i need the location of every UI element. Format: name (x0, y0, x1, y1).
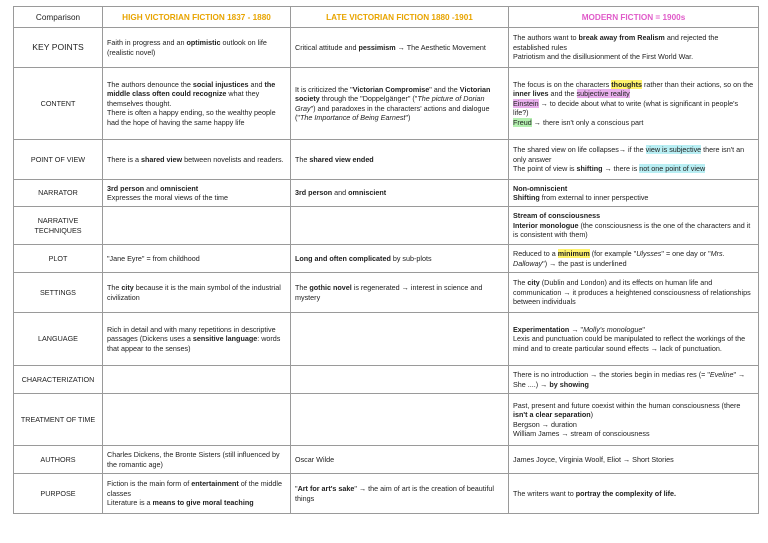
table-row (14, 313, 759, 366)
row-label-narrative-techniques: NARRATIVE TECHNIQUES (14, 207, 103, 245)
cell-lv-key-points: Critical attitude and pessimism → The Aesthetic Movement (291, 28, 509, 68)
cell-mf-key-points: The authors want to break away from Realism and rejected the established rules Patriotism and the disillusionment of the First World War. (509, 28, 759, 68)
row-label-treatment-of-time: TREATMENT OF TIME (14, 394, 103, 446)
table-row (14, 140, 759, 180)
row-label-authors: AUTHORS (14, 446, 103, 474)
cell-mf-authors: James Joyce, Virginia Woolf, Eliot → Short Stories (509, 446, 759, 474)
table-row (14, 366, 759, 394)
header-row (14, 7, 759, 28)
table-row (14, 446, 759, 474)
cell-mf-characterization: There is no introduction → the stories begin in medias res (= "Eveline" → She ....) → by showing (509, 366, 759, 394)
cell-hv-characterization (103, 366, 291, 394)
cell-hv-key-points: Faith in progress and an optimistic outlook on life (realistic novel) (103, 28, 291, 68)
cell-mf-point-of-view: The shared view on life collapses→ if the view is subjective there isn't an only answer The point of view is shifting → there is not one point of view (509, 140, 759, 180)
table-row (14, 474, 759, 514)
cell-hv-language: Rich in detail and with many repetitions in descriptive passages (Dickens uses a sensitive language: words that appear to the senses) (103, 313, 291, 366)
cell-mf-narrative-techniques: Stream of consciousness Interior monologue (the consciousness is the one of the characters and it is consistent with them) (509, 207, 759, 245)
row-label-point-of-view: POINT OF VIEW (14, 140, 103, 180)
comparison-table (13, 6, 759, 514)
cell-lv-narrative-techniques (291, 207, 509, 245)
row-label-language: LANGUAGE (14, 313, 103, 366)
cell-lv-content: It is criticized the "Victorian Compromise" and the Victorian society through the "Doppelgänger" ("The picture of Dorian Gray") and paradoxes in the characters' actions and dialogue ("The Importance of Being Earnest") (291, 68, 509, 140)
table-row (14, 68, 759, 140)
table-row (14, 207, 759, 245)
cell-mf-narrator: Non-omniscient Shifting from external to inner perspective (509, 180, 759, 207)
cell-lv-characterization (291, 366, 509, 394)
row-label-purpose: PURPOSE (14, 474, 103, 514)
table-row (14, 273, 759, 313)
cell-mf-content: The focus is on the characters thoughts rather than their actions, so on the inner lives and the subjective reality Einstein → to decide about what to write (what is significant in people's life?) Freud → there isn't only a conscious part (509, 68, 759, 140)
cell-hv-narrator: 3rd person and omniscient Expresses the moral views of the time (103, 180, 291, 207)
cell-mf-purpose: The writers want to portray the complexity of life. (509, 474, 759, 514)
cell-lv-treatment-of-time (291, 394, 509, 446)
cell-hv-authors: Charles Dickens, the Bronte Sisters (still influenced by the romantic age) (103, 446, 291, 474)
cell-hv-point-of-view: There is a shared view between novelists and readers. (103, 140, 291, 180)
cell-lv-purpose: "Art for art's sake" → the aim of art is the creation of beautiful things (291, 474, 509, 514)
cell-lv-language (291, 313, 509, 366)
cell-hv-narrative-techniques (103, 207, 291, 245)
cell-lv-point-of-view: The shared view ended (291, 140, 509, 180)
cell-hv-plot: "Jane Eyre" = from childhood (103, 245, 291, 273)
cell-mf-treatment-of-time: Past, present and future coexist within the human consciousness (there isn't a clear separation) Bergson → duration William James → stream of consciousness (509, 394, 759, 446)
row-label-narrator: NARRATOR (14, 180, 103, 207)
cell-hv-purpose: Fiction is the main form of entertainment of the middle classes Literature is a means to give moral teaching (103, 474, 291, 514)
row-label-characterization: CHARACTERIZATION (14, 366, 103, 394)
table-row (14, 28, 759, 68)
header-high-victorian: HIGH VICTORIAN FICTION 1837 - 1880 (103, 7, 291, 28)
cell-mf-settings: The city (Dublin and London) and its effects on human life and communication → it produces a heightened consciousness of relationships between individuals (509, 273, 759, 313)
row-label-settings: SETTINGS (14, 273, 103, 313)
table-row (14, 180, 759, 207)
header-modern-fiction: MODERN FICTION = 1900s (509, 7, 759, 28)
cell-mf-plot: Reduced to a minimum (for example "Ulysses" = one day or "Mrs. Dalloway") → the past is underlined (509, 245, 759, 273)
cell-hv-content: The authors denounce the social injustices and the middle class often could recognize what they themselves thought. There is often a happy ending, so the wealthy people had the hope of having the same happy life (103, 68, 291, 140)
cell-lv-settings: The gothic novel is regenerated → interest in science and mystery (291, 273, 509, 313)
cell-lv-authors: Oscar Wilde (291, 446, 509, 474)
table-row (14, 394, 759, 446)
table-row (14, 245, 759, 273)
header-comparison: Comparison (14, 7, 103, 28)
cell-mf-language: Experimentation → "Molly's monologue" Lexis and punctuation could be manipulated to reflect the workings of the mind and to create particular sound effects → lack of punctuation. (509, 313, 759, 366)
cell-hv-settings: The city because it is the main symbol of the industrial civilization (103, 273, 291, 313)
row-label-key-points: KEY POINTS (14, 28, 103, 68)
cell-hv-treatment-of-time (103, 394, 291, 446)
cell-lv-narrator: 3rd person and omniscient (291, 180, 509, 207)
row-label-content: CONTENT (14, 68, 103, 140)
header-late-victorian: LATE VICTORIAN FICTION 1880 -1901 (291, 7, 509, 28)
cell-lv-plot: Long and often complicated by sub-plots (291, 245, 509, 273)
row-label-plot: PLOT (14, 245, 103, 273)
